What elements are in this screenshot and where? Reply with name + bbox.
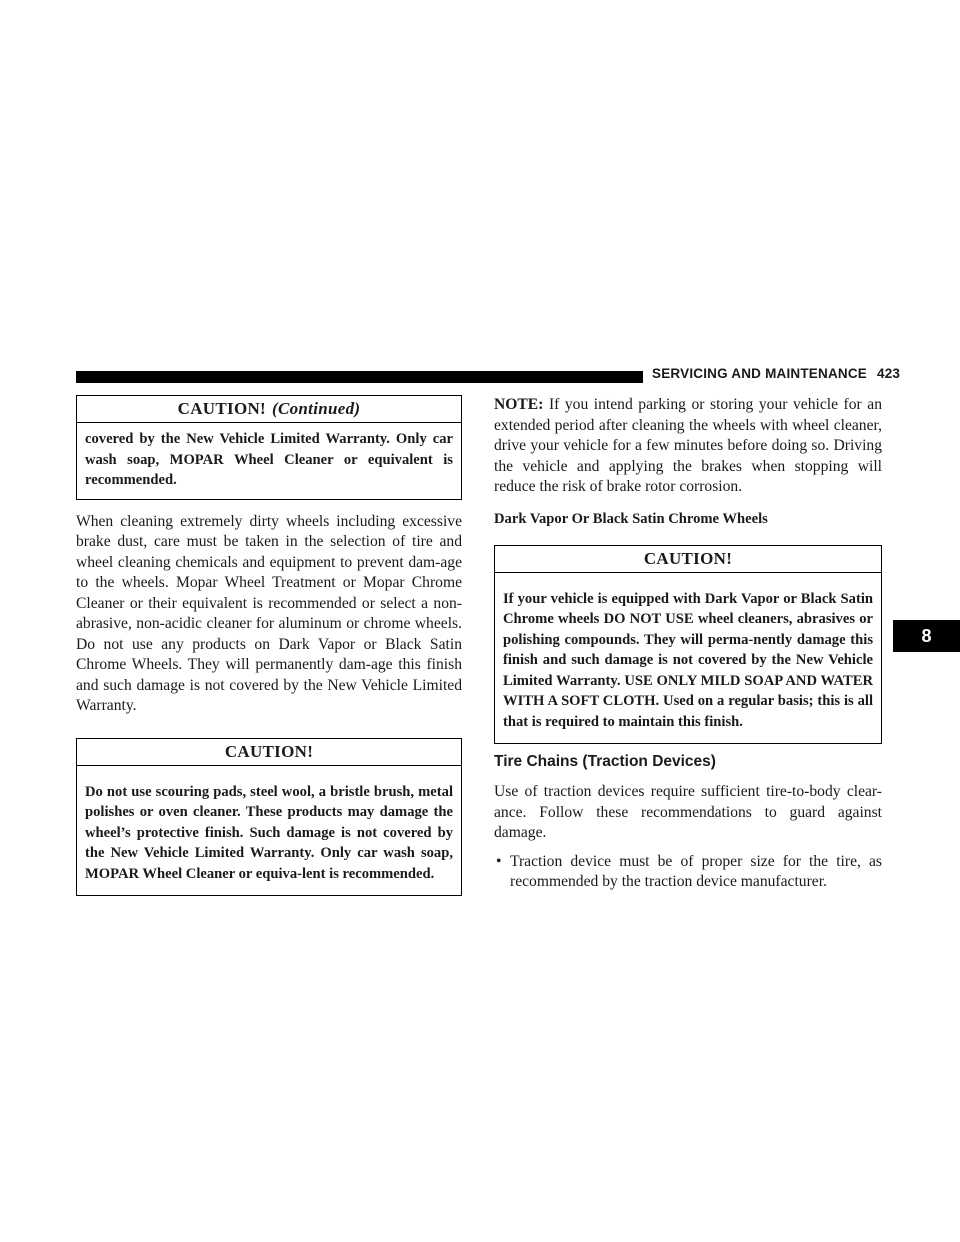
bullet-text: Traction device must be of proper size for the tire, as recommended by the traction device manufacturer. xyxy=(510,852,882,890)
section-tab: 8 xyxy=(893,620,960,652)
dark-vapor-subheading: Dark Vapor Or Black Satin Chrome Wheels xyxy=(494,510,768,527)
continued-label: (Continued) xyxy=(272,399,361,418)
caution-heading xyxy=(77,396,461,423)
caution-text: Do not use scouring pads, steel wool, a bristle brush, metal polishes or oven cleaner. These products may damage the wheel’s protective finish. Such damage is not covered by the New Vehicle Limited Warranty. Only car wash soap, MOPAR Wheel Cleaner or equiva-lent is recommended. xyxy=(85,783,453,882)
caution-box-dark-vapor xyxy=(494,545,882,745)
bullet-glyph: • xyxy=(496,852,502,870)
page-number: 423 xyxy=(877,366,901,381)
right-column xyxy=(494,395,882,893)
running-header xyxy=(652,366,900,381)
section-title: SERVICING AND MAINTENANCE xyxy=(652,366,868,381)
note-text: If you intend parking or storing your vehicle for an extended period after cleaning the wheels with wheel cleaner, drive your vehicle for a few minutes before doing so. Driving the vehicle and applying the brakes when stopping will reduce the risk of brake rotor corrosion. xyxy=(494,396,882,495)
caution-box-wheel-finish xyxy=(76,738,462,897)
caution-heading: CAUTION! xyxy=(495,546,881,573)
caution-text: If your vehicle is equipped with Dark Vapor or Black Satin Chrome wheels DO NOT USE wheel cleaners, abrasives or polishing compounds. They will perma-nently damage this finish and such damage is not covered by the New Vehicle Limited Warranty. USE ONLY MILD SOAP AND WATER WITH A SOFT CLOTH. Used on a regular basis; this is all that is required to maintain this finish. xyxy=(503,590,873,730)
list-item xyxy=(494,852,882,893)
note-label: NOTE: xyxy=(494,396,544,413)
tire-chains-paragraph: Use of traction devices require sufficient tire-to-body clear-ance. Follow these recommendations to guard against damage. xyxy=(494,783,882,841)
caution-box-continued xyxy=(76,395,462,500)
caution-heading: CAUTION! xyxy=(77,739,461,766)
tire-chains-heading: Tire Chains (Traction Devices) xyxy=(494,753,716,770)
caution-title: CAUTION! xyxy=(177,399,267,418)
header-rule xyxy=(76,371,643,383)
caution-text: covered by the New Vehicle Limited Warranty. Only car wash soap, MOPAR Wheel Cleaner or equivalent is recommended. xyxy=(85,431,453,488)
wheel-cleaning-paragraph: When cleaning extremely dirty wheels including excessive brake dust, care must be taken in the selection of tire and wheel cleaning chemicals and equipment to prevent dam-age to the wheels. Mopar Wheel Treatment or Mopar Chrome Cleaner or their equivalent is recommended or select a non-abrasive, non-acidic cleaner for aluminum or chrome wheels. Do not use any products on Dark Vapor or Black Satin Chrome Wheels. They will permanently dam-age this finish and such damage is not covered by the New Vehicle Limited Warranty. xyxy=(76,512,462,714)
left-column xyxy=(76,395,462,896)
note-paragraph xyxy=(494,395,882,498)
